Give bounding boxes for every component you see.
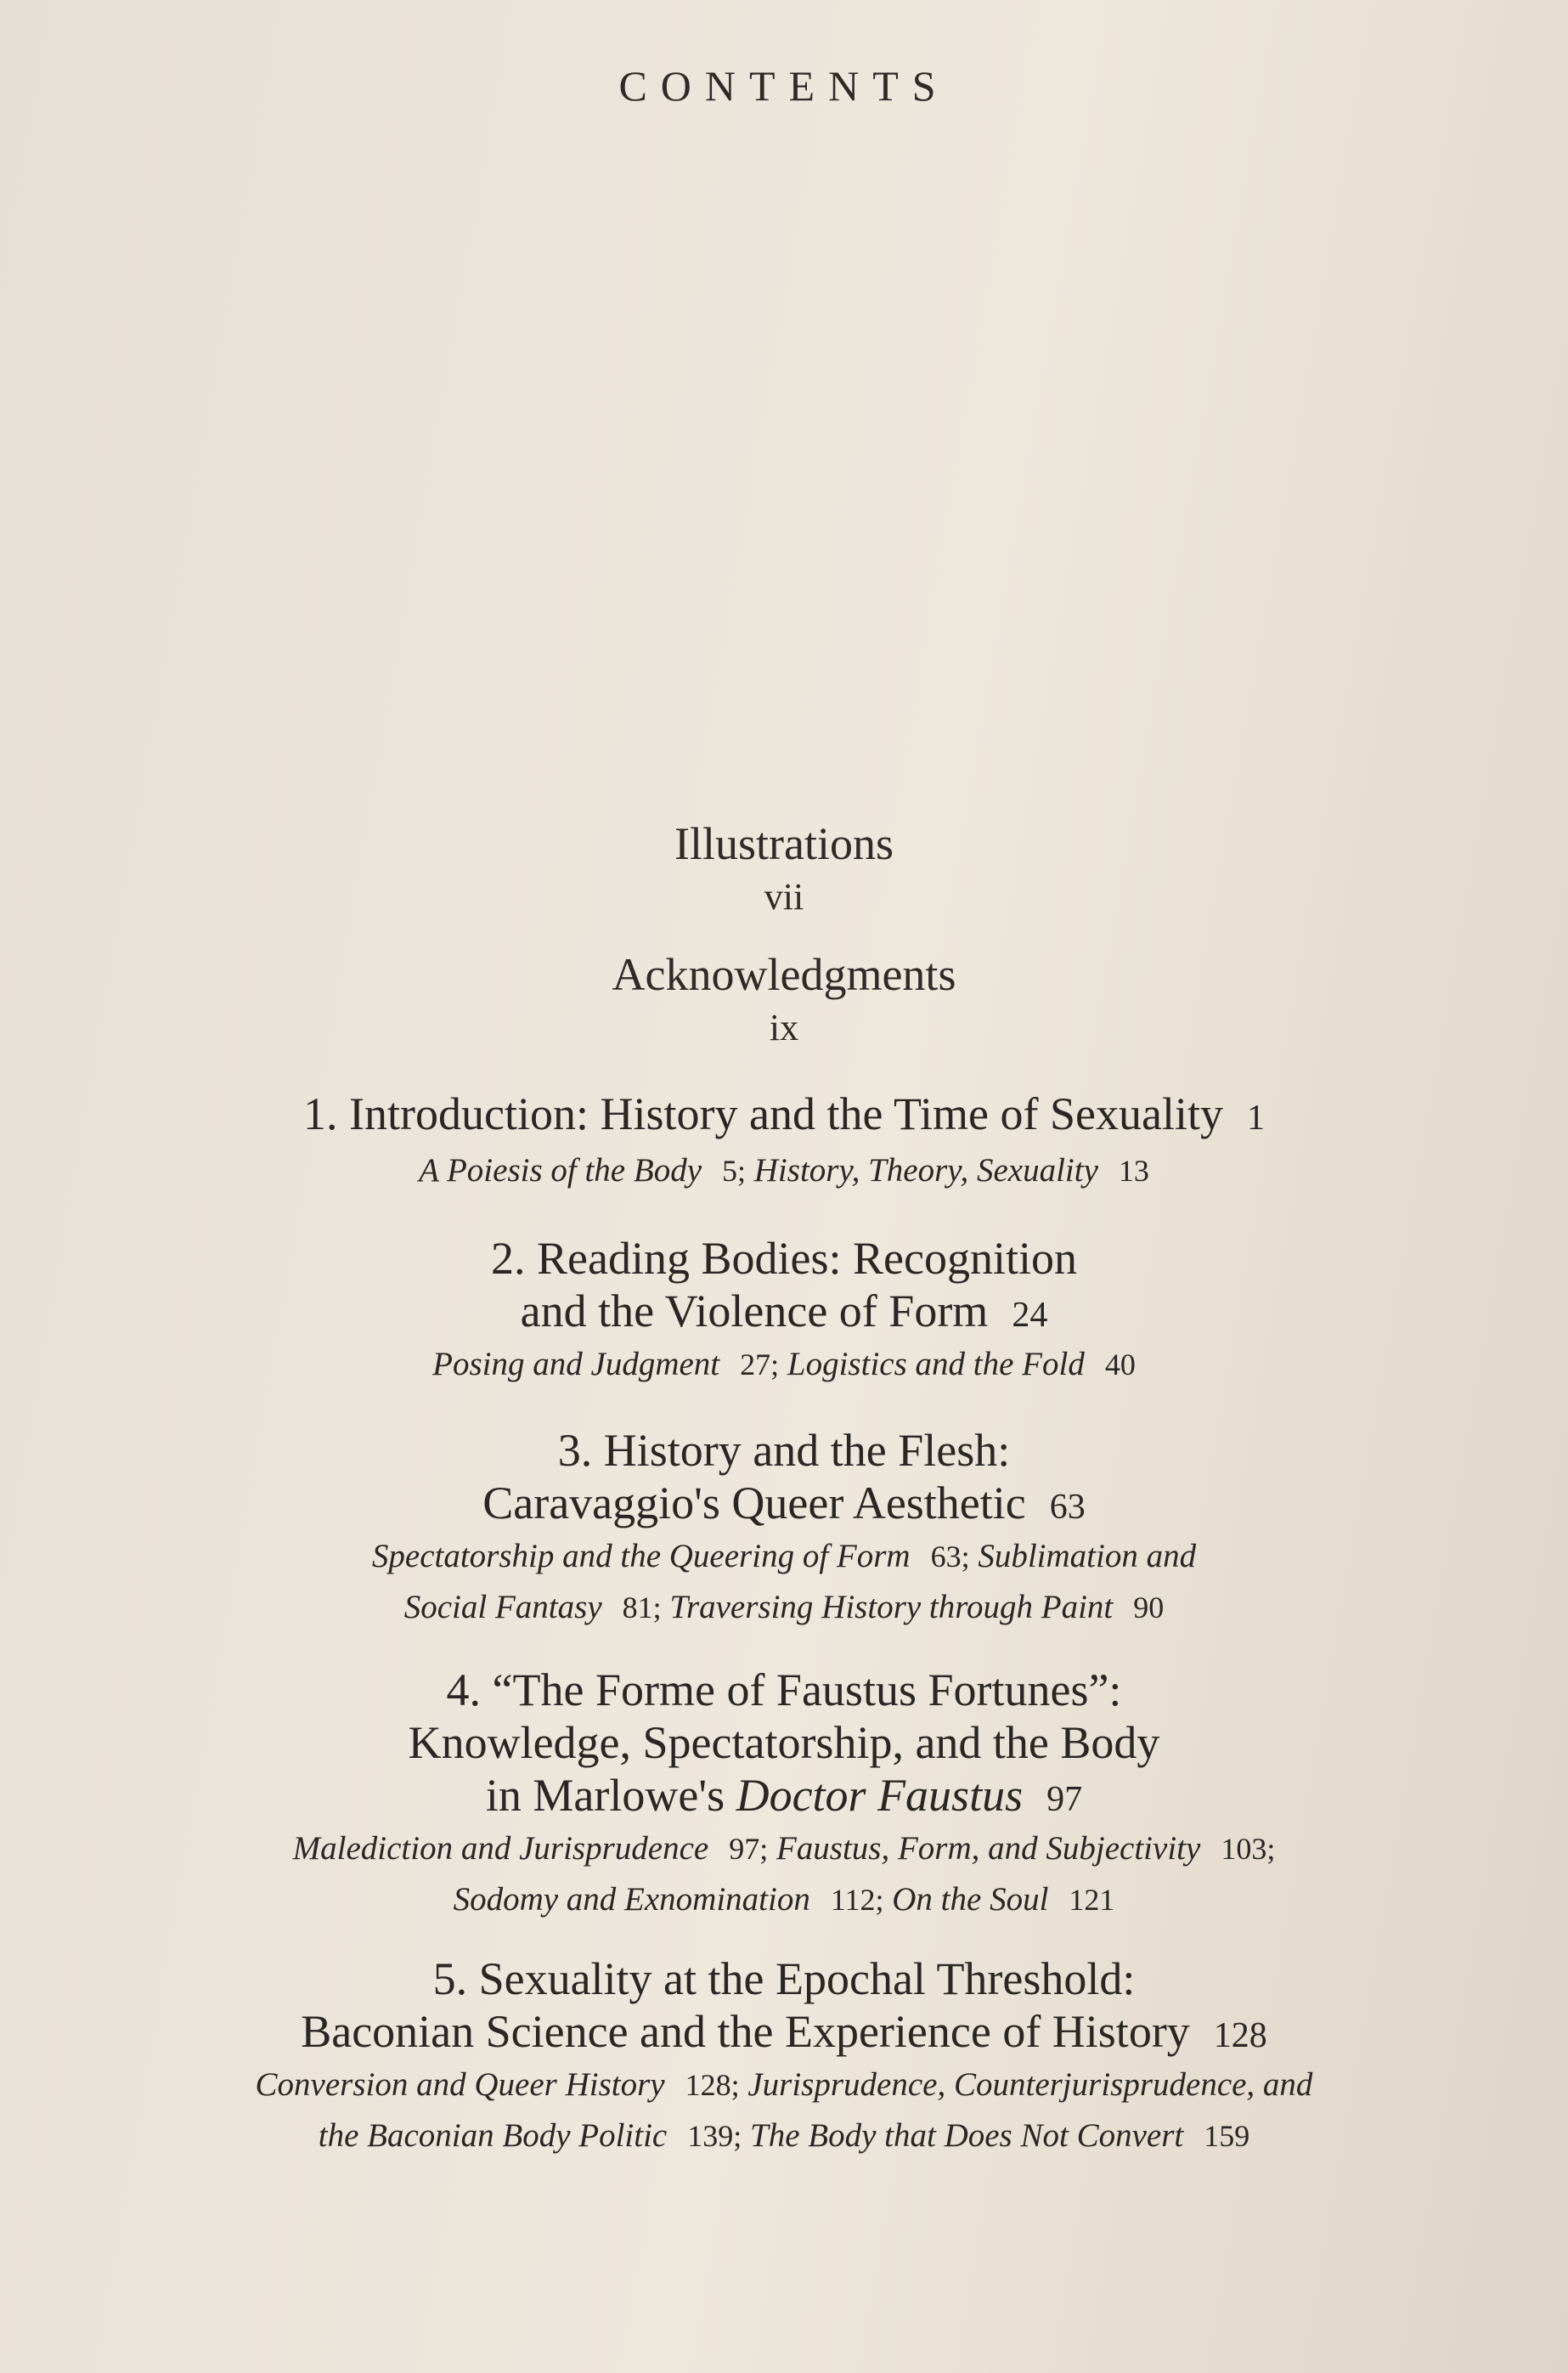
chapter-4-sections-line-1 (0, 1823, 1568, 1874)
section-title: Malediction and Jurisprudence (292, 1830, 709, 1867)
front-matter-illustrations: Illustrations (674, 818, 894, 869)
chapter-3-title: 3. History and the Flesh: (557, 1425, 1011, 1476)
chapter-2-page: 24 (1012, 1296, 1048, 1335)
chapter-4-title-italic: Doctor Faustus (736, 1770, 1024, 1821)
section-page: 81; (622, 1590, 662, 1624)
chapter-4-title: Knowledge, Spectatorship, and the Body (408, 1717, 1160, 1768)
section-page: 159 (1204, 2119, 1250, 2153)
section-page: 97; (729, 1832, 769, 1866)
section-title: History, Theory, Sexuality (753, 1152, 1098, 1189)
chapter-2-heading-line-2 (0, 1285, 1568, 1342)
section-page: 27; (740, 1348, 780, 1381)
chapter-2-title: and the Violence of Form (520, 1285, 989, 1336)
section-page: 63; (930, 1540, 970, 1574)
chapter-4-heading-line-3 (0, 1769, 1568, 1826)
chapter-5-heading-line-1 (0, 1952, 1568, 2005)
chapter-2-title: 2. Reading Bodies: Recognition (491, 1233, 1077, 1284)
chapter-4-page: 97 (1046, 1780, 1083, 1819)
section-page: 139; (687, 2119, 742, 2153)
section-page: 90 (1133, 1590, 1165, 1624)
chapter-4-heading-line-2 (0, 1716, 1568, 1769)
chapter-5-sections-line-1 (0, 2059, 1568, 2110)
section-title: Spectatorship and the Queering of Form (371, 1538, 911, 1574)
chapter-1-sections (0, 1145, 1568, 1196)
front-matter-illustrations-page: vii (764, 876, 804, 918)
chapter-1-page: 1 (1246, 1099, 1265, 1138)
section-title: Conversion and Queer History (255, 2066, 665, 2103)
chapter-4-heading-line-1 (0, 1664, 1568, 1716)
chapter-2-heading-line-1 (0, 1232, 1568, 1285)
section-page: 103; (1221, 1832, 1276, 1866)
section-page: 13 (1118, 1154, 1149, 1188)
section-title: Faustus, Form, and Subjectivity (776, 1830, 1201, 1867)
chapter-5-heading-line-2 (0, 2005, 1568, 2062)
section-title: Social Fantasy (403, 1589, 602, 1625)
chapter-3-page: 63 (1049, 1488, 1086, 1527)
section-page: 40 (1104, 1348, 1136, 1381)
section-title: Sublimation and (978, 1538, 1197, 1574)
section-page: 5; (722, 1154, 747, 1188)
chapter-4-sections-line-2 (0, 1874, 1568, 1925)
chapter-3-heading-line-2 (0, 1477, 1568, 1534)
chapter-3-sections-line-1 (0, 1531, 1568, 1582)
section-page: 128; (685, 2068, 740, 2102)
section-title: Sodomy and Exnomination (453, 1881, 810, 1918)
front-matter-acknowledgments: Acknowledgments (612, 949, 956, 1000)
chapter-5-page: 128 (1213, 2016, 1267, 2055)
show-through-decoration (0, 0, 1568, 765)
chapter-4-title: 4. “The Forme of Faustus Fortunes”: (446, 1664, 1122, 1715)
section-title: A Poiesis of the Body (419, 1152, 702, 1189)
section-title: the Baconian Body Politic (318, 2117, 668, 2154)
chapter-4-title: in Marlowe's (485, 1770, 725, 1821)
page-title: CONTENTS (618, 62, 950, 110)
section-title: Traversing History through Paint (669, 1589, 1114, 1625)
section-title: Posing and Judgment (432, 1346, 720, 1382)
section-title: The Body that Does Not Convert (750, 2117, 1184, 2154)
chapter-3-title: Caravaggio's Queer Aesthetic (482, 1477, 1026, 1528)
section-page: 121 (1069, 1883, 1115, 1917)
chapter-5-title: Baconian Science and the Experience of History (301, 2006, 1190, 2057)
section-title: Logistics and the Fold (787, 1346, 1085, 1382)
chapter-5-title: 5. Sexuality at the Epochal Threshold: (432, 1953, 1136, 2004)
chapter-1-heading (0, 1088, 1568, 1144)
section-title: On the Soul (892, 1881, 1049, 1918)
section-title: Jurisprudence, Counterjurisprudence, and (747, 2066, 1313, 2103)
chapter-3-sections-line-2 (0, 1582, 1568, 1633)
chapter-5-sections-line-2 (0, 2110, 1568, 2161)
front-matter-acknowledgments-page: ix (769, 1007, 799, 1048)
chapter-2-sections (0, 1339, 1568, 1390)
section-page: 112; (830, 1883, 884, 1917)
chapter-3-heading-line-1 (0, 1424, 1568, 1477)
chapter-1-title: 1. Introduction: History and the Time of Sexuality (303, 1088, 1223, 1139)
